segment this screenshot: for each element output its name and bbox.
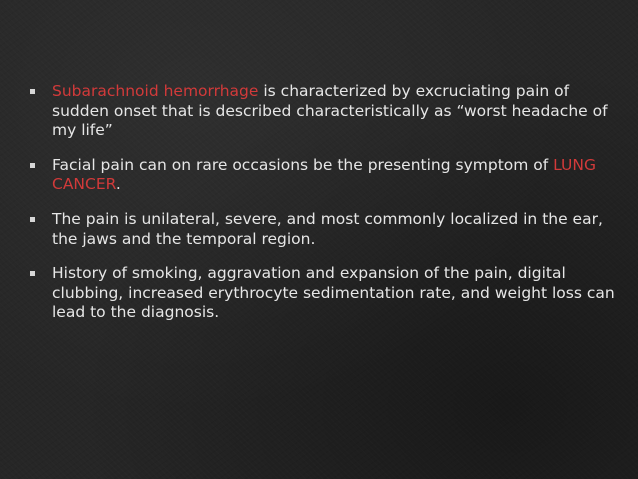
square-bullet-icon [30,163,35,168]
highlight-lung-cancer: LUNG CANCER [52,155,596,194]
square-bullet-icon [30,217,35,222]
bullet-item-pain-location [30,210,620,249]
bullet-text: The pain is unilateral, severe, and most commonly localized in the ear, the jaws and the temporal region. [52,209,603,248]
bullet-item-subarachnoid [30,82,620,141]
bullet-item-diagnosis [30,264,620,323]
bullet-text: History of smoking, aggravation and expansion of the pain, digital clubbing, increased erythrocyte sedimentation rate, and weight loss can lead to the diagnosis. [52,264,615,322]
bullet-list [30,82,620,338]
square-bullet-icon [30,271,35,276]
bullet-text: is characterized by excruciating pain of sudden onset that is described characteristically as “worst headache of my life” [52,82,608,140]
bullet-text-end: . [115,175,121,194]
bullet-text: Facial pain can on rare occasions be the presenting symptom of [52,155,554,174]
square-bullet-icon [30,89,35,94]
highlight-subarachnoid-hemorrhage: Subarachnoid hemorrhage [52,82,259,100]
bullet-item-facial-pain [30,156,620,195]
